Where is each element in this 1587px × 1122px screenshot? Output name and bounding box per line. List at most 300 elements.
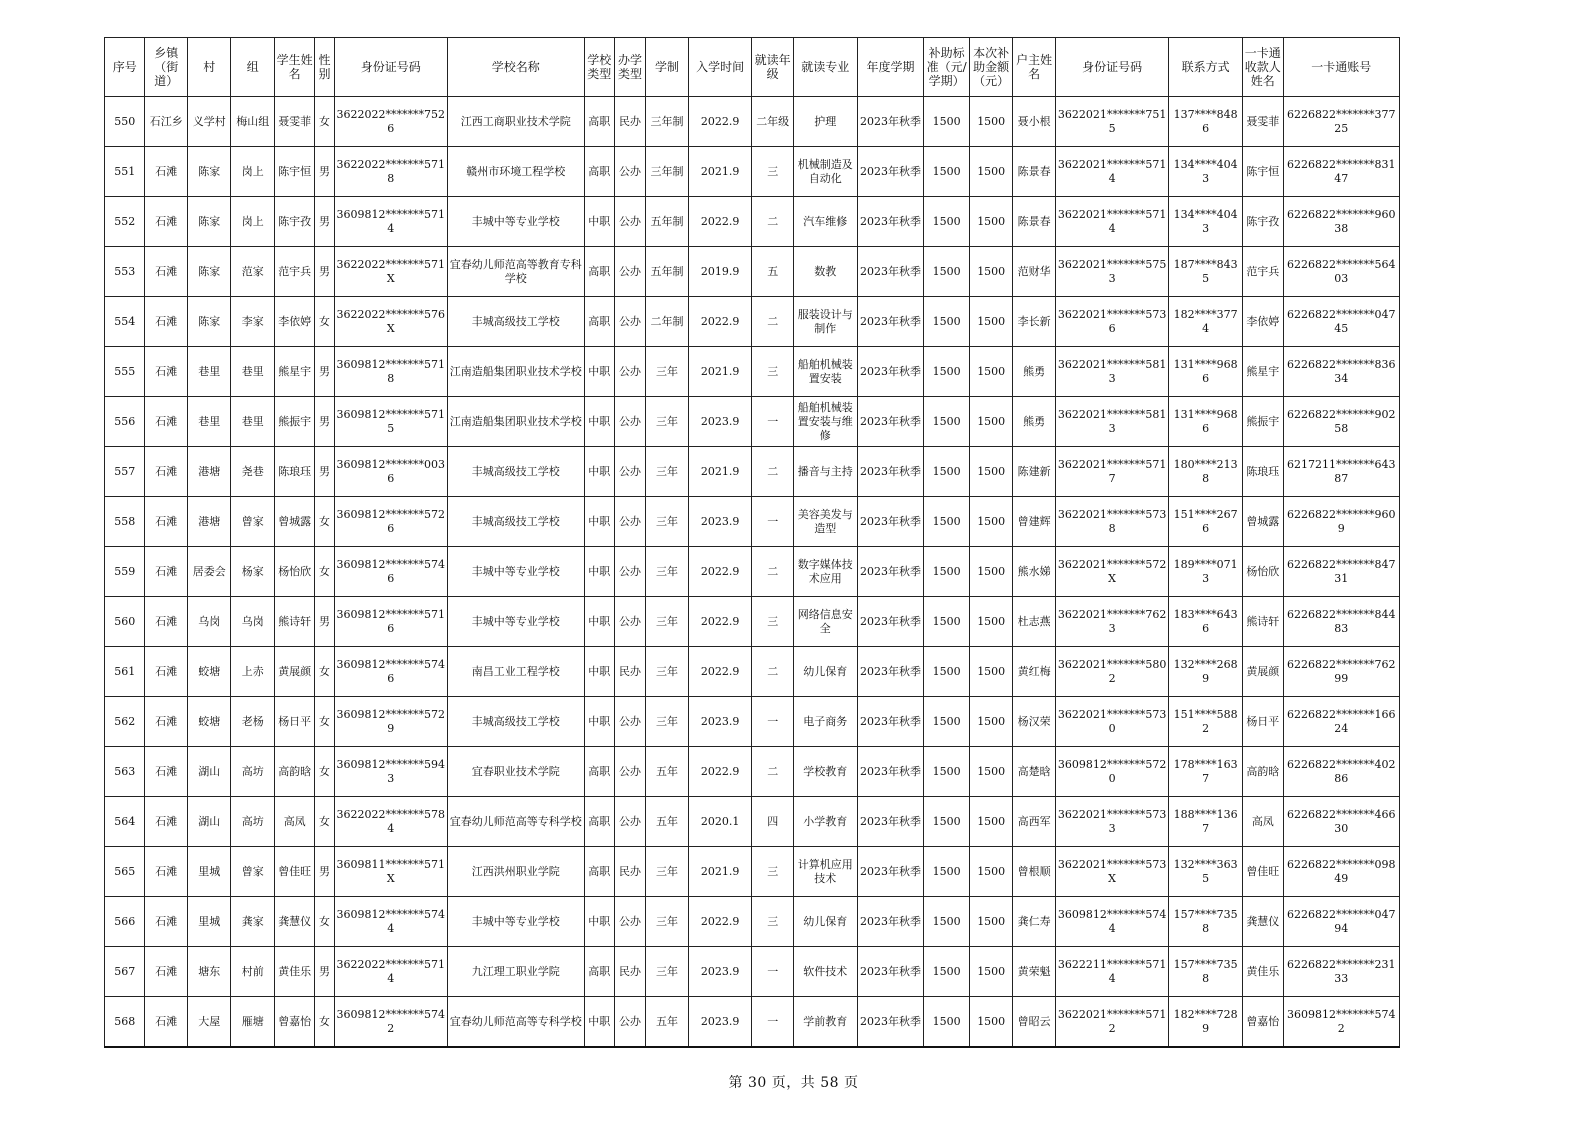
table-row [105, 947, 1400, 997]
cell-student-id: 3622022*******576X [334, 297, 447, 347]
cell-school-name: 江南造船集团职业技术学校 [447, 347, 584, 397]
cell-householder-name: 陈建新 [1013, 447, 1055, 497]
cell-householder-id: 3622021*******572X [1055, 547, 1168, 597]
header-phone: 联系方式 [1169, 38, 1243, 97]
cell-group: 雁塘 [231, 997, 275, 1048]
cell-grade: 三 [752, 597, 793, 647]
cell-school-type: 中职 [584, 597, 614, 647]
cell-village: 蛟塘 [187, 697, 231, 747]
cell-group: 曾家 [231, 497, 275, 547]
header-subsidy-standard: 补助标准（元/学期） [924, 38, 970, 97]
cell-run-type: 公办 [614, 447, 645, 497]
cell-subsidy-standard: 1500 [924, 747, 970, 797]
header-subsidy-amount: 本次补助金额（元） [969, 38, 1013, 97]
cell-town: 石滩 [145, 747, 187, 797]
cell-major: 幼儿保育 [793, 647, 857, 697]
cell-group: 岗上 [231, 197, 275, 247]
cell-enroll-date: 2022.9 [688, 297, 752, 347]
cell-phone: 187****8435 [1169, 247, 1243, 297]
cell-grade: 一 [752, 697, 793, 747]
cell-run-type: 民办 [614, 947, 645, 997]
cell-major: 护理 [793, 97, 857, 147]
cell-run-type: 公办 [614, 197, 645, 247]
cell-enroll-date: 2022.9 [688, 197, 752, 247]
cell-student-id: 3622022*******7526 [334, 97, 447, 147]
cell-seq: 561 [105, 647, 145, 697]
cell-duration: 三年 [646, 647, 688, 697]
cell-group: 龚家 [231, 897, 275, 947]
cell-school-name: 丰城高级技工学校 [447, 497, 584, 547]
cell-enroll-date: 2020.1 [688, 797, 752, 847]
cell-school-type: 高职 [584, 97, 614, 147]
cell-grade: 一 [752, 497, 793, 547]
cell-major: 播音与主持 [793, 447, 857, 497]
cell-run-type: 公办 [614, 147, 645, 197]
cell-duration: 五年 [646, 747, 688, 797]
cell-village: 陈家 [187, 297, 231, 347]
cell-student-name: 杨日平 [274, 697, 314, 747]
cell-phone: 157****7358 [1169, 897, 1243, 947]
cell-school-type: 中职 [584, 997, 614, 1048]
cell-student-id: 3609812*******5718 [334, 347, 447, 397]
cell-enroll-date: 2023.9 [688, 947, 752, 997]
cell-village: 陈家 [187, 147, 231, 197]
header-student-id: 身份证号码 [334, 38, 447, 97]
cell-town: 石滩 [145, 247, 187, 297]
cell-householder-id: 3622021*******7515 [1055, 97, 1168, 147]
cell-gender: 女 [315, 97, 334, 147]
table-row [105, 697, 1400, 747]
cell-group: 岗上 [231, 147, 275, 197]
cell-major: 幼儿保育 [793, 897, 857, 947]
cell-card-account: 6226822*******96038 [1283, 197, 1399, 247]
cell-duration: 五年制 [646, 247, 688, 297]
cell-subsidy-amount: 1500 [969, 97, 1013, 147]
cell-householder-name: 曾昭云 [1013, 997, 1055, 1048]
cell-student-id: 3609812*******5746 [334, 647, 447, 697]
cell-student-name: 曾城露 [274, 497, 314, 547]
cell-major: 服装设计与制作 [793, 297, 857, 347]
cell-seq: 555 [105, 347, 145, 397]
cell-student-name: 范宇兵 [274, 247, 314, 297]
cell-village: 里城 [187, 897, 231, 947]
cell-grade: 一 [752, 947, 793, 997]
cell-duration: 三年 [646, 697, 688, 747]
cell-seq: 559 [105, 547, 145, 597]
cell-enroll-date: 2023.9 [688, 997, 752, 1048]
cell-gender: 男 [315, 347, 334, 397]
cell-term: 2023年秋季 [857, 297, 924, 347]
header-group: 组 [231, 38, 275, 97]
cell-grade: 三 [752, 147, 793, 197]
cell-phone: 182****3774 [1169, 297, 1243, 347]
cell-householder-id: 3622021*******5717 [1055, 447, 1168, 497]
cell-term: 2023年秋季 [857, 997, 924, 1048]
cell-card-holder: 龚慧仪 [1243, 897, 1283, 947]
cell-card-account: 6226822*******84483 [1283, 597, 1399, 647]
cell-phone: 178****1637 [1169, 747, 1243, 797]
cell-card-holder: 聂雯菲 [1243, 97, 1283, 147]
cell-seq: 557 [105, 447, 145, 497]
table-header [105, 38, 1400, 97]
header-term: 年度学期 [857, 38, 924, 97]
header-householder-name: 户主姓名 [1013, 38, 1055, 97]
cell-seq: 568 [105, 997, 145, 1048]
cell-school-type: 高职 [584, 247, 614, 297]
cell-enroll-date: 2023.9 [688, 497, 752, 547]
cell-gender: 女 [315, 747, 334, 797]
cell-subsidy-amount: 1500 [969, 847, 1013, 897]
cell-student-id: 3609812*******5746 [334, 547, 447, 597]
cell-school-name: 赣州市环境工程学校 [447, 147, 584, 197]
cell-group: 尧巷 [231, 447, 275, 497]
cell-student-id: 3622022*******571X [334, 247, 447, 297]
cell-subsidy-standard: 1500 [924, 397, 970, 447]
cell-gender: 女 [315, 797, 334, 847]
cell-phone: 132****3635 [1169, 847, 1243, 897]
cell-card-holder: 熊诗轩 [1243, 597, 1283, 647]
cell-student-id: 3609812*******5715 [334, 397, 447, 447]
cell-subsidy-amount: 1500 [969, 747, 1013, 797]
cell-card-holder: 范宇兵 [1243, 247, 1283, 297]
cell-householder-id: 3622021*******5733 [1055, 797, 1168, 847]
cell-seq: 565 [105, 847, 145, 897]
cell-duration: 三年制 [646, 147, 688, 197]
cell-group: 上赤 [231, 647, 275, 697]
cell-subsidy-standard: 1500 [924, 147, 970, 197]
cell-town: 石滩 [145, 947, 187, 997]
cell-run-type: 公办 [614, 697, 645, 747]
cell-card-holder: 陈琅珏 [1243, 447, 1283, 497]
cell-gender: 女 [315, 697, 334, 747]
cell-seq: 564 [105, 797, 145, 847]
cell-enroll-date: 2021.9 [688, 847, 752, 897]
cell-seq: 562 [105, 697, 145, 747]
cell-householder-id: 3622021*******573X [1055, 847, 1168, 897]
cell-school-type: 中职 [584, 547, 614, 597]
cell-group: 高坊 [231, 797, 275, 847]
cell-subsidy-standard: 1500 [924, 297, 970, 347]
cell-grade: 三 [752, 347, 793, 397]
cell-student-name: 李依婷 [274, 297, 314, 347]
cell-subsidy-amount: 1500 [969, 947, 1013, 997]
table-row [105, 247, 1400, 297]
cell-gender: 男 [315, 247, 334, 297]
cell-run-type: 民办 [614, 647, 645, 697]
cell-school-type: 中职 [584, 447, 614, 497]
cell-village: 湖山 [187, 747, 231, 797]
cell-card-account: 6226822*******56403 [1283, 247, 1399, 297]
cell-school-type: 高职 [584, 297, 614, 347]
cell-term: 2023年秋季 [857, 197, 924, 247]
cell-subsidy-standard: 1500 [924, 547, 970, 597]
table-row [105, 97, 1400, 147]
cell-card-holder: 陈宇恒 [1243, 147, 1283, 197]
cell-subsidy-amount: 1500 [969, 347, 1013, 397]
cell-card-account: 6226822*******16624 [1283, 697, 1399, 747]
cell-duration: 五年制 [646, 197, 688, 247]
cell-householder-name: 熊勇 [1013, 347, 1055, 397]
cell-householder-name: 聂小根 [1013, 97, 1055, 147]
cell-school-name: 宜春幼儿师范高等教育专科学校 [447, 247, 584, 297]
cell-card-account: 6226822*******84731 [1283, 547, 1399, 597]
cell-grade: 二 [752, 297, 793, 347]
cell-school-name: 丰城中等专业学校 [447, 197, 584, 247]
cell-card-account: 6226822*******23133 [1283, 947, 1399, 997]
cell-grade: 一 [752, 997, 793, 1048]
cell-enroll-date: 2021.9 [688, 447, 752, 497]
cell-phone: 182****7289 [1169, 997, 1243, 1048]
cell-subsidy-standard: 1500 [924, 647, 970, 697]
cell-term: 2023年秋季 [857, 897, 924, 947]
cell-student-name: 熊振宇 [274, 397, 314, 447]
cell-card-holder: 高凤 [1243, 797, 1283, 847]
cell-card-account: 3609812*******5742 [1283, 997, 1399, 1048]
cell-student-id: 3609812*******5943 [334, 747, 447, 797]
cell-householder-id: 3622021*******5813 [1055, 347, 1168, 397]
cell-school-name: 丰城中等专业学校 [447, 897, 584, 947]
cell-householder-name: 黄红梅 [1013, 647, 1055, 697]
cell-term: 2023年秋季 [857, 747, 924, 797]
cell-subsidy-amount: 1500 [969, 997, 1013, 1048]
cell-student-id: 3609812*******5744 [334, 897, 447, 947]
cell-student-id: 3609812*******5714 [334, 197, 447, 247]
cell-seq: 552 [105, 197, 145, 247]
cell-subsidy-standard: 1500 [924, 897, 970, 947]
cell-duration: 三年制 [646, 97, 688, 147]
cell-phone: 183****6436 [1169, 597, 1243, 647]
cell-village: 乌岗 [187, 597, 231, 647]
table-row [105, 747, 1400, 797]
header-card-account: 一卡通账号 [1283, 38, 1399, 97]
cell-school-name: 江西洪州职业学院 [447, 847, 584, 897]
cell-grade: 二 [752, 647, 793, 697]
cell-phone: 151****5882 [1169, 697, 1243, 747]
cell-subsidy-amount: 1500 [969, 447, 1013, 497]
header-town: 乡镇（街道） [145, 38, 187, 97]
cell-village: 巷里 [187, 347, 231, 397]
cell-school-name: 丰城高级技工学校 [447, 297, 584, 347]
cell-subsidy-amount: 1500 [969, 497, 1013, 547]
cell-grade: 二 [752, 447, 793, 497]
page-footer: 第 30 页，共 58 页 [728, 1075, 859, 1091]
table-row [105, 847, 1400, 897]
cell-enroll-date: 2021.9 [688, 147, 752, 197]
header-row [105, 38, 1400, 97]
cell-grade: 五 [752, 247, 793, 297]
cell-enroll-date: 2019.9 [688, 247, 752, 297]
cell-student-name: 高韵晗 [274, 747, 314, 797]
cell-student-id: 3622022*******5714 [334, 947, 447, 997]
cell-student-name: 陈宇恒 [274, 147, 314, 197]
cell-card-account: 6226822*******40286 [1283, 747, 1399, 797]
cell-subsidy-amount: 1500 [969, 697, 1013, 747]
cell-householder-id: 3622021*******5802 [1055, 647, 1168, 697]
cell-term: 2023年秋季 [857, 797, 924, 847]
cell-householder-id: 3622021*******5813 [1055, 397, 1168, 447]
cell-grade: 一 [752, 397, 793, 447]
cell-subsidy-standard: 1500 [924, 497, 970, 547]
cell-duration: 三年 [646, 397, 688, 447]
cell-major: 美容美发与造型 [793, 497, 857, 547]
cell-major: 网络信息安全 [793, 597, 857, 647]
cell-run-type: 公办 [614, 297, 645, 347]
cell-seq: 567 [105, 947, 145, 997]
cell-town: 石滩 [145, 197, 187, 247]
cell-school-name: 宜春幼儿师范高等专科学校 [447, 797, 584, 847]
cell-subsidy-standard: 1500 [924, 197, 970, 247]
cell-student-id: 3609812*******0036 [334, 447, 447, 497]
cell-run-type: 公办 [614, 247, 645, 297]
cell-major: 软件技术 [793, 947, 857, 997]
cell-householder-name: 黄荣魁 [1013, 947, 1055, 997]
cell-term: 2023年秋季 [857, 247, 924, 297]
cell-householder-id: 3622021*******7623 [1055, 597, 1168, 647]
table-row [105, 547, 1400, 597]
header-card-holder: 一卡通收款人姓名 [1243, 38, 1283, 97]
cell-run-type: 公办 [614, 797, 645, 847]
cell-subsidy-standard: 1500 [924, 597, 970, 647]
cell-major: 机械制造及自动化 [793, 147, 857, 197]
cell-school-name: 宜春职业技术学院 [447, 747, 584, 797]
cell-subsidy-amount: 1500 [969, 897, 1013, 947]
cell-phone: 180****2138 [1169, 447, 1243, 497]
table-row [105, 147, 1400, 197]
cell-village: 居委会 [187, 547, 231, 597]
cell-enroll-date: 2022.9 [688, 747, 752, 797]
cell-seq: 550 [105, 97, 145, 147]
cell-student-name: 陈琅珏 [274, 447, 314, 497]
cell-student-name: 陈宇孜 [274, 197, 314, 247]
cell-run-type: 公办 [614, 747, 645, 797]
cell-card-holder: 熊星宇 [1243, 347, 1283, 397]
cell-town: 石滩 [145, 447, 187, 497]
cell-duration: 三年 [646, 547, 688, 597]
cell-village: 陈家 [187, 197, 231, 247]
cell-householder-name: 范财华 [1013, 247, 1055, 297]
cell-householder-name: 高西军 [1013, 797, 1055, 847]
cell-run-type: 公办 [614, 547, 645, 597]
cell-enroll-date: 2022.9 [688, 97, 752, 147]
cell-town: 石滩 [145, 897, 187, 947]
cell-school-name: 丰城中等专业学校 [447, 597, 584, 647]
cell-major: 数教 [793, 247, 857, 297]
table-row [105, 447, 1400, 497]
cell-phone: 131****9686 [1169, 397, 1243, 447]
cell-school-name: 丰城高级技工学校 [447, 447, 584, 497]
cell-school-name: 丰城中等专业学校 [447, 547, 584, 597]
cell-phone: 189****0713 [1169, 547, 1243, 597]
cell-gender: 女 [315, 547, 334, 597]
table-row [105, 647, 1400, 697]
header-village: 村 [187, 38, 231, 97]
subsidy-table [104, 37, 1400, 1048]
cell-subsidy-standard: 1500 [924, 97, 970, 147]
cell-card-holder: 曾城露 [1243, 497, 1283, 547]
cell-school-name: 南昌工业工程学校 [447, 647, 584, 697]
cell-town: 石滩 [145, 497, 187, 547]
cell-school-type: 高职 [584, 947, 614, 997]
cell-term: 2023年秋季 [857, 97, 924, 147]
cell-major: 小学教育 [793, 797, 857, 847]
cell-householder-name: 高楚晗 [1013, 747, 1055, 797]
cell-term: 2023年秋季 [857, 447, 924, 497]
cell-card-holder: 熊振宇 [1243, 397, 1283, 447]
cell-major: 数字媒体技术应用 [793, 547, 857, 597]
cell-group: 巷里 [231, 347, 275, 397]
header-grade: 就读年级 [752, 38, 793, 97]
cell-subsidy-standard: 1500 [924, 347, 970, 397]
cell-card-account: 6226822*******09849 [1283, 847, 1399, 897]
cell-subsidy-amount: 1500 [969, 797, 1013, 847]
cell-run-type: 民办 [614, 97, 645, 147]
cell-phone: 188****1367 [1169, 797, 1243, 847]
cell-school-type: 中职 [584, 897, 614, 947]
cell-duration: 三年 [646, 347, 688, 397]
cell-duration: 三年 [646, 947, 688, 997]
cell-householder-id: 3622021*******5738 [1055, 497, 1168, 547]
cell-grade: 二年级 [752, 97, 793, 147]
cell-householder-name: 熊勇 [1013, 397, 1055, 447]
cell-group: 高坊 [231, 747, 275, 797]
cell-householder-name: 曾建辉 [1013, 497, 1055, 547]
cell-term: 2023年秋季 [857, 847, 924, 897]
cell-school-type: 高职 [584, 747, 614, 797]
cell-seq: 554 [105, 297, 145, 347]
cell-subsidy-amount: 1500 [969, 547, 1013, 597]
cell-run-type: 公办 [614, 997, 645, 1048]
cell-householder-id: 3622021*******5753 [1055, 247, 1168, 297]
cell-grade: 四 [752, 797, 793, 847]
cell-term: 2023年秋季 [857, 647, 924, 697]
cell-card-account: 6226822*******04794 [1283, 897, 1399, 947]
cell-householder-name: 曾根顺 [1013, 847, 1055, 897]
cell-village: 港塘 [187, 447, 231, 497]
table-row [105, 497, 1400, 547]
cell-student-id: 3609812*******5729 [334, 697, 447, 747]
cell-village: 义学村 [187, 97, 231, 147]
cell-householder-id: 3622211*******5714 [1055, 947, 1168, 997]
cell-householder-id: 3622021*******5714 [1055, 147, 1168, 197]
cell-householder-name: 杨汉荣 [1013, 697, 1055, 747]
header-school-name: 学校名称 [447, 38, 584, 97]
cell-gender: 男 [315, 197, 334, 247]
cell-seq: 566 [105, 897, 145, 947]
cell-gender: 男 [315, 447, 334, 497]
cell-phone: 157****7358 [1169, 947, 1243, 997]
cell-major: 船舶机械装置安装与维修 [793, 397, 857, 447]
cell-term: 2023年秋季 [857, 697, 924, 747]
cell-householder-name: 李长新 [1013, 297, 1055, 347]
cell-duration: 三年 [646, 597, 688, 647]
cell-school-name: 江南造船集团职业技术学校 [447, 397, 584, 447]
cell-school-type: 高职 [584, 797, 614, 847]
cell-major: 学校教育 [793, 747, 857, 797]
cell-householder-id: 3609812*******5744 [1055, 897, 1168, 947]
cell-student-name: 黄展颜 [274, 647, 314, 697]
table-row [105, 197, 1400, 247]
cell-town: 石滩 [145, 347, 187, 397]
cell-town: 石滩 [145, 597, 187, 647]
cell-subsidy-standard: 1500 [924, 797, 970, 847]
cell-town: 石滩 [145, 847, 187, 897]
cell-enroll-date: 2022.9 [688, 547, 752, 597]
cell-subsidy-amount: 1500 [969, 197, 1013, 247]
cell-term: 2023年秋季 [857, 547, 924, 597]
cell-student-name: 曾嘉怡 [274, 997, 314, 1048]
cell-subsidy-amount: 1500 [969, 397, 1013, 447]
cell-householder-id: 3622021*******5730 [1055, 697, 1168, 747]
